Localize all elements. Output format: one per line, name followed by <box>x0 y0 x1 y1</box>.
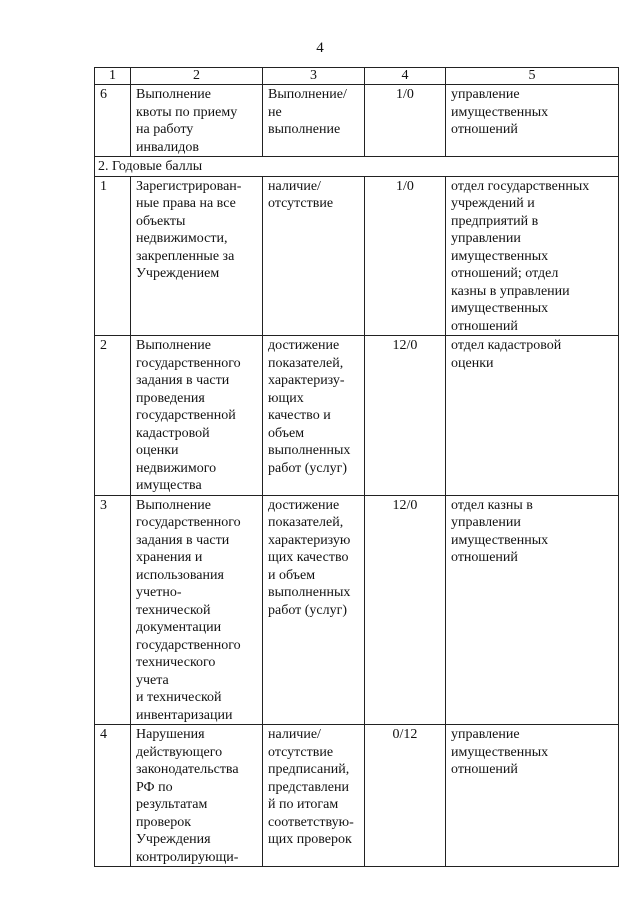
cell-line: действующего <box>136 744 223 760</box>
cell-line: характеризую <box>268 532 351 548</box>
cell-line: Выполнение <box>136 87 211 102</box>
score-cell: 1/0 <box>365 176 446 336</box>
cell-line: управление <box>451 87 520 102</box>
cell-line: недвижимости, <box>136 231 228 246</box>
cell-line: задания в части <box>136 373 230 388</box>
cell-line: щих проверок <box>268 832 352 847</box>
cell-line: казны в управлении <box>451 283 570 299</box>
cell-line: проведения <box>136 390 205 406</box>
section-title: 2. Годовые баллы <box>95 157 619 177</box>
cell-line: оценки <box>136 443 179 458</box>
criterion-cell <box>263 495 365 725</box>
cell-line: отдел кадастровой <box>451 338 562 353</box>
annual-rows <box>95 176 619 867</box>
cell-line: документации <box>136 620 222 635</box>
responsible-cell <box>446 495 619 725</box>
cell-line: й по итогам <box>268 797 339 812</box>
criterion-cell <box>263 725 365 867</box>
cell-line: государственного <box>136 637 241 653</box>
cell-line: работ (услуг) <box>268 460 348 476</box>
table-header-row <box>95 68 619 85</box>
cell-line: не <box>268 104 282 120</box>
cell-line: государственной <box>136 408 236 423</box>
table-row <box>95 725 619 867</box>
column-header: 1 <box>95 68 131 85</box>
responsible-cell <box>446 85 619 157</box>
cell-line: характеризу- <box>268 373 345 388</box>
cell-line: учетно- <box>136 585 182 600</box>
cell-line: объем <box>268 425 305 441</box>
cell-line: предприятий в <box>451 213 539 229</box>
cell-line: выполненных <box>268 585 351 600</box>
indicator-cell <box>131 495 263 725</box>
cell-line: учета <box>136 672 169 688</box>
cell-line: отношений <box>451 762 518 777</box>
cell-line: имущества <box>136 478 202 493</box>
cell-line: использования <box>136 567 224 583</box>
cell-line: отношений <box>451 122 518 137</box>
criterion-cell <box>263 85 365 157</box>
cell-line: отдел казны в <box>451 497 533 513</box>
cell-line: наличие/ <box>268 727 321 742</box>
score-cell: 1/0 <box>365 85 446 157</box>
cell-line: показателей, <box>268 515 344 530</box>
cell-line: отсутствие <box>268 744 334 760</box>
table-row <box>95 336 619 496</box>
table-row <box>95 176 619 336</box>
cell-line: имущественных <box>451 532 549 548</box>
indicator-cell <box>131 725 263 867</box>
indicator-cell <box>131 336 263 496</box>
score-cell: 12/0 <box>365 495 446 725</box>
column-header: 5 <box>446 68 619 85</box>
cell-line: выполненных <box>268 443 351 458</box>
cell-line: предписаний, <box>268 762 350 777</box>
cell-line: достижение <box>268 497 340 513</box>
cell-line: отдел государственных <box>451 178 590 194</box>
cell-line: ющих <box>268 390 304 406</box>
cell-line: выполнение <box>268 122 341 137</box>
cell-line: технического <box>136 655 216 670</box>
cell-line: управлении <box>451 231 521 246</box>
row-number: 2 <box>95 336 131 496</box>
cell-line: Выполнение <box>136 338 211 353</box>
cell-line: недвижимого <box>136 460 217 476</box>
cell-line: наличие/ <box>268 178 321 194</box>
row-number: 3 <box>95 495 131 725</box>
cell-line: представлени <box>268 779 349 795</box>
cell-line: имущественных <box>451 104 549 120</box>
table-row <box>95 495 619 725</box>
cell-line: и технической <box>136 690 222 705</box>
cell-line: отсутствие <box>268 196 334 211</box>
cell-line: квоты по приему <box>136 104 238 120</box>
cell-line: оценки <box>451 355 494 371</box>
cell-line: проверок <box>136 814 192 830</box>
cell-line: государственного <box>136 515 241 530</box>
cell-line: отношений; отдел <box>451 266 559 281</box>
cell-line: щих качество <box>268 550 349 565</box>
cell-line: качество и <box>268 408 331 423</box>
score-cell: 0/12 <box>365 725 446 867</box>
cell-line: имущественных <box>451 301 549 316</box>
indicator-cell <box>131 176 263 336</box>
cell-line: технической <box>136 602 211 618</box>
cell-line: учреждений и <box>451 196 535 211</box>
cell-line: Выполнение/ <box>268 87 347 102</box>
cell-line: закрепленные за <box>136 248 235 264</box>
cell-line: отношений <box>451 550 518 565</box>
cell-line: управлении <box>451 515 521 530</box>
indicators-table <box>94 67 619 867</box>
page-number: 4 <box>316 40 324 56</box>
cell-line: кадастровой <box>136 425 210 441</box>
cell-line: отношений <box>451 318 518 334</box>
cell-line: имущественных <box>451 248 549 264</box>
cell-line: контролирующи- <box>136 849 239 865</box>
cell-line: результатам <box>136 797 208 812</box>
cell-line: хранения и <box>136 550 203 565</box>
cell-line: Учреждением <box>136 266 220 281</box>
column-header: 4 <box>365 68 446 85</box>
cell-line: и объем <box>268 567 316 583</box>
column-header: 2 <box>131 68 263 85</box>
cell-line: имущественных <box>451 744 549 760</box>
cell-line: управление <box>451 727 520 742</box>
row-number: 6 <box>95 85 131 157</box>
cell-line: инвентаризации <box>136 707 233 723</box>
cell-line: РФ по <box>136 779 173 795</box>
criterion-cell <box>263 176 365 336</box>
row-number: 4 <box>95 725 131 867</box>
cell-line: Выполнение <box>136 497 211 513</box>
cell-line: ные права на все <box>136 196 236 211</box>
cell-line: государственного <box>136 355 241 371</box>
responsible-cell <box>446 336 619 496</box>
cell-line: достижение <box>268 338 340 353</box>
cell-line: законодательства <box>136 762 239 777</box>
score-cell: 12/0 <box>365 336 446 496</box>
cell-line: на работу <box>136 122 194 137</box>
indicator-cell <box>131 85 263 157</box>
top-rows <box>95 85 619 157</box>
responsible-cell <box>446 725 619 867</box>
cell-line: показателей, <box>268 355 344 371</box>
row-number: 1 <box>95 176 131 336</box>
column-header: 3 <box>263 68 365 85</box>
table-row <box>95 85 619 157</box>
cell-line: Учреждения <box>136 832 211 847</box>
responsible-cell <box>446 176 619 336</box>
cell-line: объекты <box>136 213 186 229</box>
cell-line: инвалидов <box>136 139 199 155</box>
cell-line: Нарушения <box>136 727 205 742</box>
cell-line: работ (услуг) <box>268 602 348 618</box>
criterion-cell <box>263 336 365 496</box>
cell-line: соответствую- <box>268 814 354 830</box>
cell-line: задания в части <box>136 532 230 548</box>
cell-line: Зарегистрирован- <box>136 178 242 194</box>
section-row <box>95 157 619 177</box>
